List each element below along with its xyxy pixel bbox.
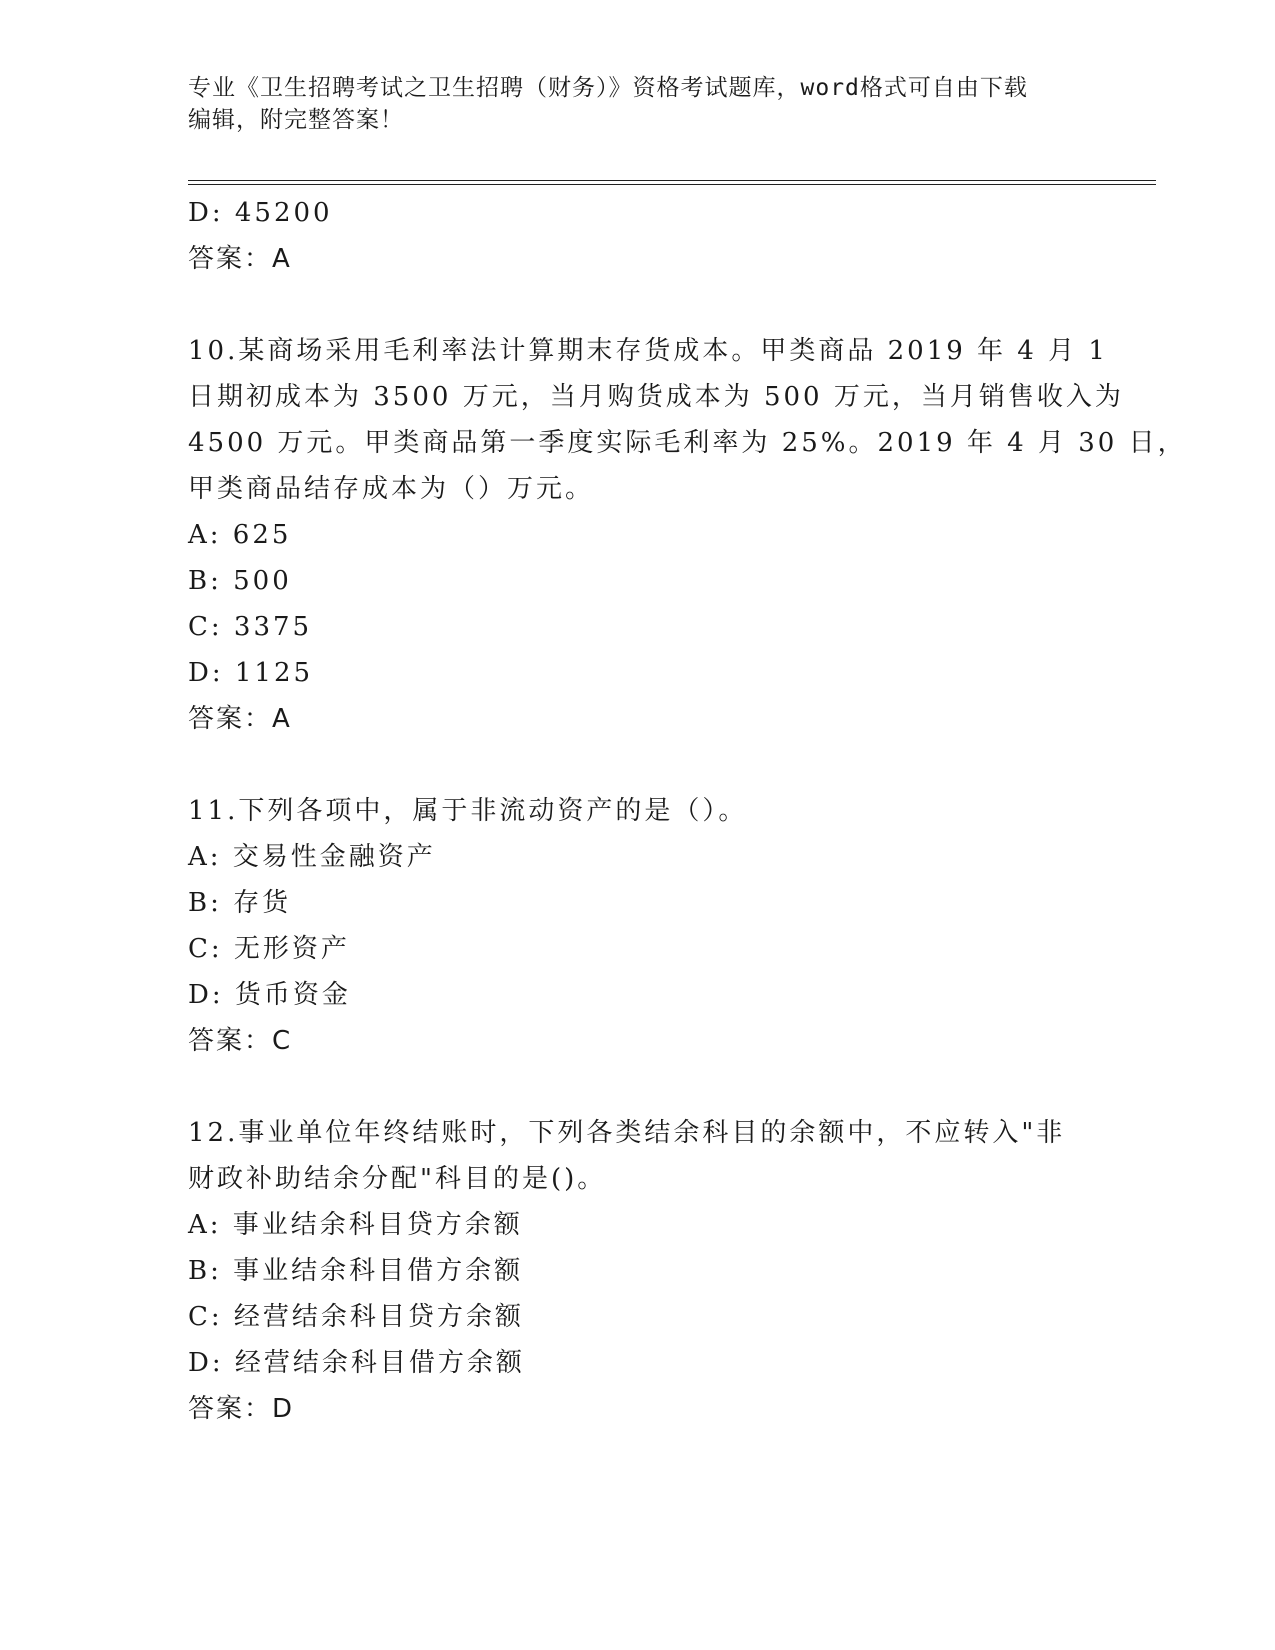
option-c: C: 3375 (188, 612, 313, 642)
header-divider-top (188, 180, 1156, 181)
question-text-line: 甲类商品结存成本为（）万元。 (188, 474, 595, 504)
question-text-line: 11.下列各项中，属于非流动资产的是（）。 (188, 796, 748, 826)
question-text-line: 财政补助结余分配"科目的是()。 (188, 1164, 607, 1194)
option-c: C: 经营结余科目贷方余额 (188, 1302, 524, 1332)
question-text-line: 10.某商场采用毛利率法计算期末存货成本。甲类商品 2019 年 4 月 1 (188, 336, 1108, 366)
option-a: A: 事业结余科目贷方余额 (188, 1210, 523, 1240)
question-10 (188, 328, 1187, 742)
document-header (188, 72, 1088, 136)
question-11 (188, 788, 1088, 1064)
question-12 (188, 1110, 1088, 1432)
previous-question-tail (188, 190, 1088, 282)
question-text-line: 12.事业单位年终结账时，下列各类结余科目的余额中，不应转入"非 (188, 1118, 1066, 1148)
option-d: D: 货币资金 (188, 980, 351, 1010)
option-b: B: 500 (188, 566, 292, 596)
header-divider-bottom (188, 184, 1156, 185)
option-d: D: 1125 (188, 658, 314, 688)
answer: 答案：C (188, 1026, 293, 1056)
option-b: B: 事业结余科目借方余额 (188, 1256, 524, 1286)
question-text-line: 日期初成本为 3500 万元，当月购货成本为 500 万元，当月销售收入为 (188, 382, 1124, 412)
option-b: B: 存货 (188, 888, 292, 918)
option-c: C: 无形资产 (188, 934, 350, 964)
header-line-1: 专业《卫生招聘考试之卫生招聘（财务）》资格考试题库，word格式可自由下载 (188, 75, 1028, 101)
option-a: A: 交易性金融资产 (188, 842, 436, 872)
option-d: D: 45200 (188, 198, 333, 228)
answer: 答案：A (188, 244, 292, 274)
option-d: D: 经营结余科目借方余额 (188, 1348, 525, 1378)
question-text-line: 4500 万元。甲类商品第一季度实际毛利率为 25%。2019 年 4 月 30 日， (188, 428, 1187, 458)
answer: 答案：A (188, 704, 292, 734)
question-content (188, 190, 1187, 1432)
option-a: A: 625 (188, 520, 292, 550)
answer: 答案：D (188, 1394, 295, 1424)
header-line-2: 编辑，附完整答案！ (188, 107, 404, 133)
